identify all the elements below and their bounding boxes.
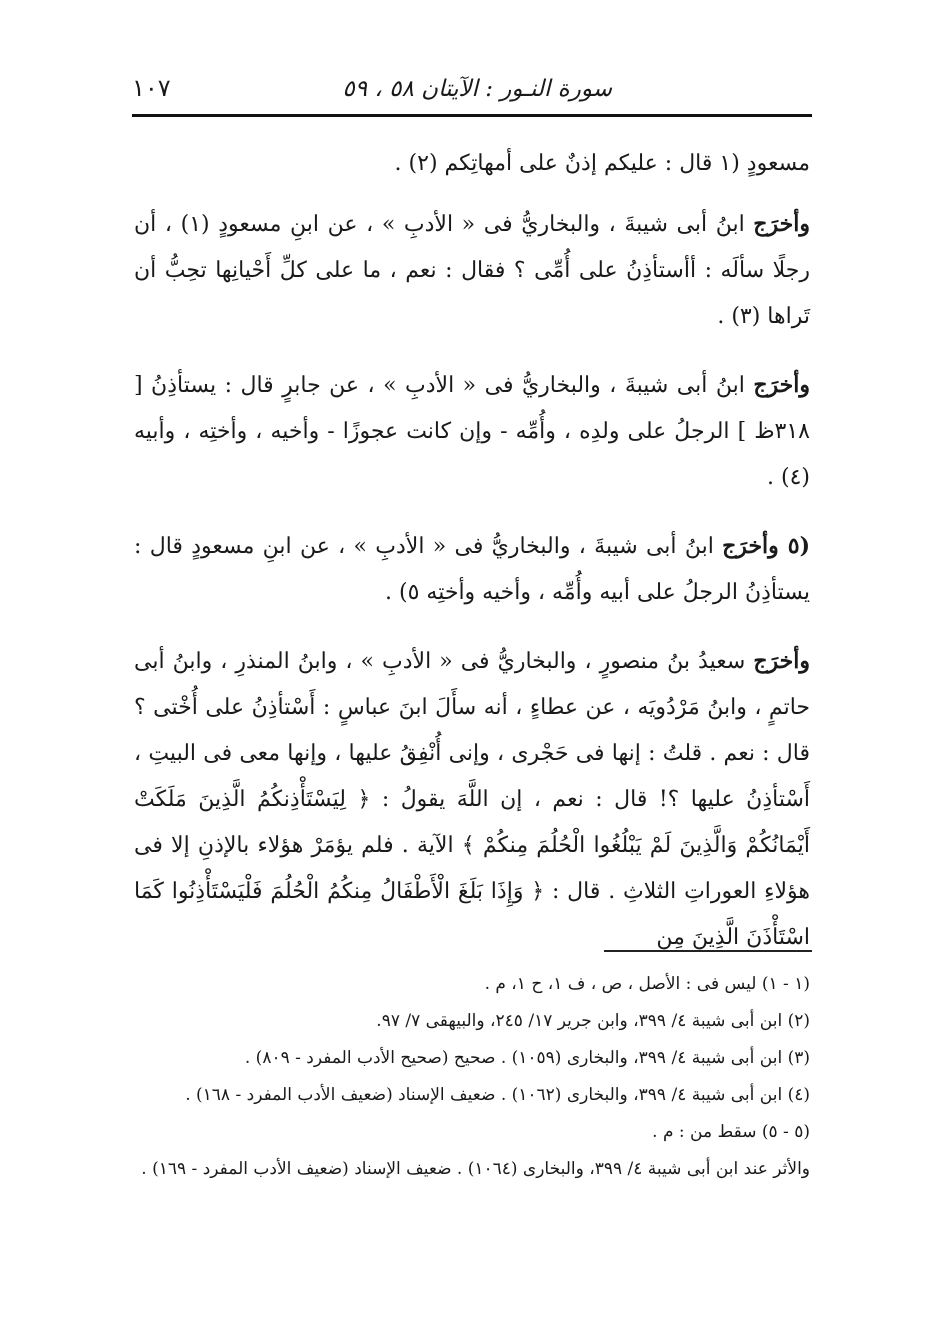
paragraph-text: ابنُ أبى شيبةَ ، والبخاريُّ فى « الأدبِ » ، عن ابنِ مسعودٍ (١) ، أن رجلًا سألَه : أأستأذِنُ على أُمِّى ؟ فقال : نعم ، ما على كلِّ أَحْيانِها تحِبُّ أن تَراها (٣) .: [134, 212, 810, 329]
paragraph-4: [134, 523, 810, 616]
paragraph-lead: (٥ وأخرَج: [722, 533, 810, 559]
footnote: (٣) ابن أبى شيبة ٤/ ٣٩٩، والبخارى (١٠٥٩) . صحيح (صحيح الأدب المفرد - ٨٠٩) .: [244, 1048, 810, 1068]
footnote: والأثر عند ابن أبى شيبة ٤/ ٣٩٩، والبخارى (١٠٦٤) . ضعيف الإسناد (ضعيف الأدب المفرد - ١٦٩) .: [141, 1159, 810, 1179]
page-number: ١٠٧: [132, 74, 171, 102]
surah-title: سورة النـور : الآيتان ٥٨ ، ٥٩: [342, 76, 612, 102]
footnote: (١ - ١) ليس فى : الأصل ، ص ، ف ١، ح ١، م .: [484, 974, 810, 994]
paragraph-lead: وأخرَج: [753, 211, 810, 237]
paragraph-text: ابنُ أبى شيبةَ ، والبخاريُّ فى « الأدبِ » ، عن ابنِ مسعودٍ قال : يستأذِنُ الرجلُ على أبيه وأُمِّه ، وأخيه وأختِه ٥) .: [134, 534, 810, 605]
footnote: (٥ - ٥) سقط من : م .: [652, 1122, 810, 1142]
footnote: (٢) ابن أبى شيبة ٤/ ٣٩٩، وابن جرير ١٧/ ٢٤٥، والبيهقى ٧/ ٩٧.: [376, 1011, 810, 1031]
running-header: [132, 62, 812, 102]
paragraph-5: [134, 638, 810, 961]
footnote-rule: [604, 950, 812, 952]
paragraph-lead: وأخرَج: [753, 372, 810, 398]
paragraph-text: سعيدُ بنُ منصورٍ ، والبخاريُّ فى « الأدبِ » ، وابنُ المنذرِ ، وابنُ أبى حاتمٍ ، وابنُ مَرْدُويَه ، عن عطاءٍ ، أنه سأَلَ ابنَ عباسٍ : أَسْتأذِنُ على أُخْتى ؟ قال : نعم . قلتُ : إنها فى حَجْرى ، وإنى أُنْفِقُ عليها ، وإنها معى فى البيتِ ، أَسْتأذِنُ عليها ؟! قال : نعم ، إن اللَّهَ يقولُ : ﴿ لِيَسْتَأْذِنكُمُ الَّذِينَ مَلَكَتْ أَيْمَانُكُمْ وَالَّذِينَ لَمْ يَبْلُغُوا الْحُلُمَ مِنكُمْ ﴾ الآية . فلم يؤمَرْ هؤلاء بالإذنِ إلا فى هؤلاءِ العوراتِ الثلاثِ . قال : ﴿ وَإِذَا بَلَغَ الْأَطْفَالُ مِنكُمُ الْحُلُمَ فَلْيَسْتَأْذِنُوا كَمَا اسْتَأْذَنَ الَّذِينَ مِن: [134, 649, 811, 950]
paragraph-text: مسعودٍ (١ قال : عليكم إذنٌ على أمهاتِكم (٢) .: [394, 151, 810, 176]
header-rule: [132, 114, 812, 117]
paragraph-2: [134, 201, 810, 340]
main-text: [134, 140, 810, 983]
footnote: (٤) ابن أبى شيبة ٤/ ٣٩٩، والبخارى (١٠٦٢) . ضعيف الإسناد (ضعيف الأدب المفرد - ١٦٨) .: [185, 1085, 810, 1105]
paragraph-lead: وأخرَج: [753, 648, 810, 674]
footnotes: [134, 968, 810, 1190]
paragraph-1: [134, 140, 810, 187]
paragraph-text: ابنُ أبى شيبةَ ، والبخاريُّ فى « الأدبِ » ، عن جابرٍ قال : يستأذِنُ [ ٣١٨ظ ] الرجلُ على ولدِه ، وأُمِّه - وإن كانت عجوزًا - وأخيه ، وأختِه ، وأبيه (٤) .: [134, 373, 810, 490]
paragraph-3: [134, 362, 810, 501]
